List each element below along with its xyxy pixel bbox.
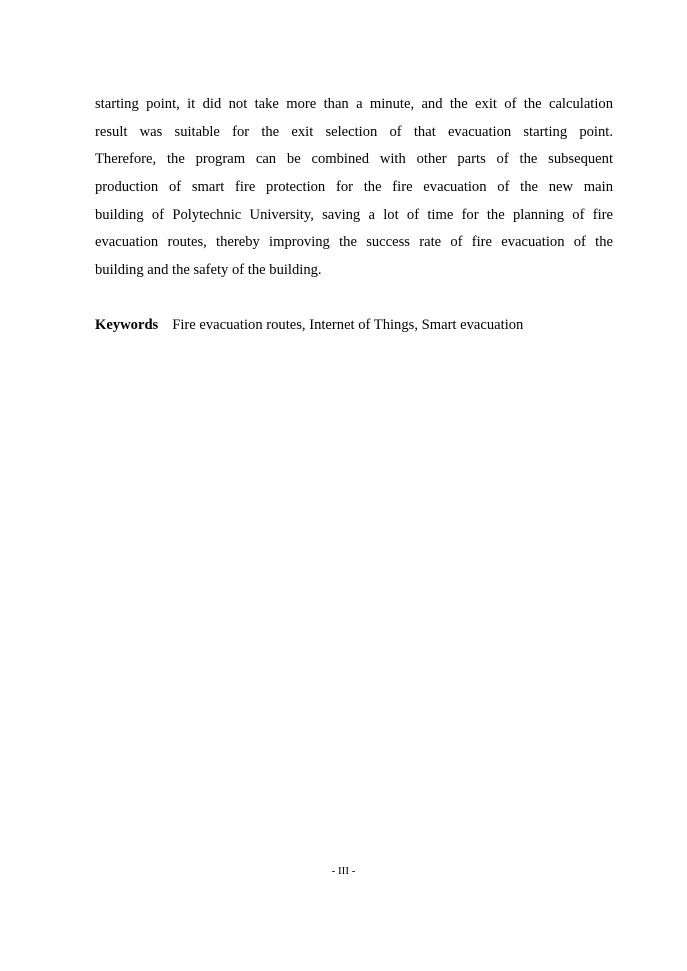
paragraph-line: result was suitable for the exit selection of that evacuation starting point. (95, 123, 613, 140)
page-number: - III - (331, 865, 356, 877)
keywords-label: Keywords (95, 317, 159, 333)
paragraph-line: building of Polytechnic University, saving a lot of time for the planning of fire (95, 206, 613, 223)
abstract-paragraph (95, 94, 613, 288)
paragraph-line: building and the safety of the building. (95, 262, 322, 279)
keywords-section (95, 315, 523, 335)
keywords-text: Fire evacuation routes, Internet of Things, Smart evacuation (172, 317, 524, 333)
paragraph-line: Therefore, the program can be combined with other parts of the subsequent (95, 151, 613, 168)
paragraph-line: starting point, it did not take more than a minute, and the exit of the calculation (95, 96, 613, 112)
paragraph-line: evacuation routes, thereby improving the success rate of fire evacuation of the (95, 234, 613, 251)
paragraph-line: production of smart fire protection for the fire evacuation of the new main (95, 179, 613, 196)
